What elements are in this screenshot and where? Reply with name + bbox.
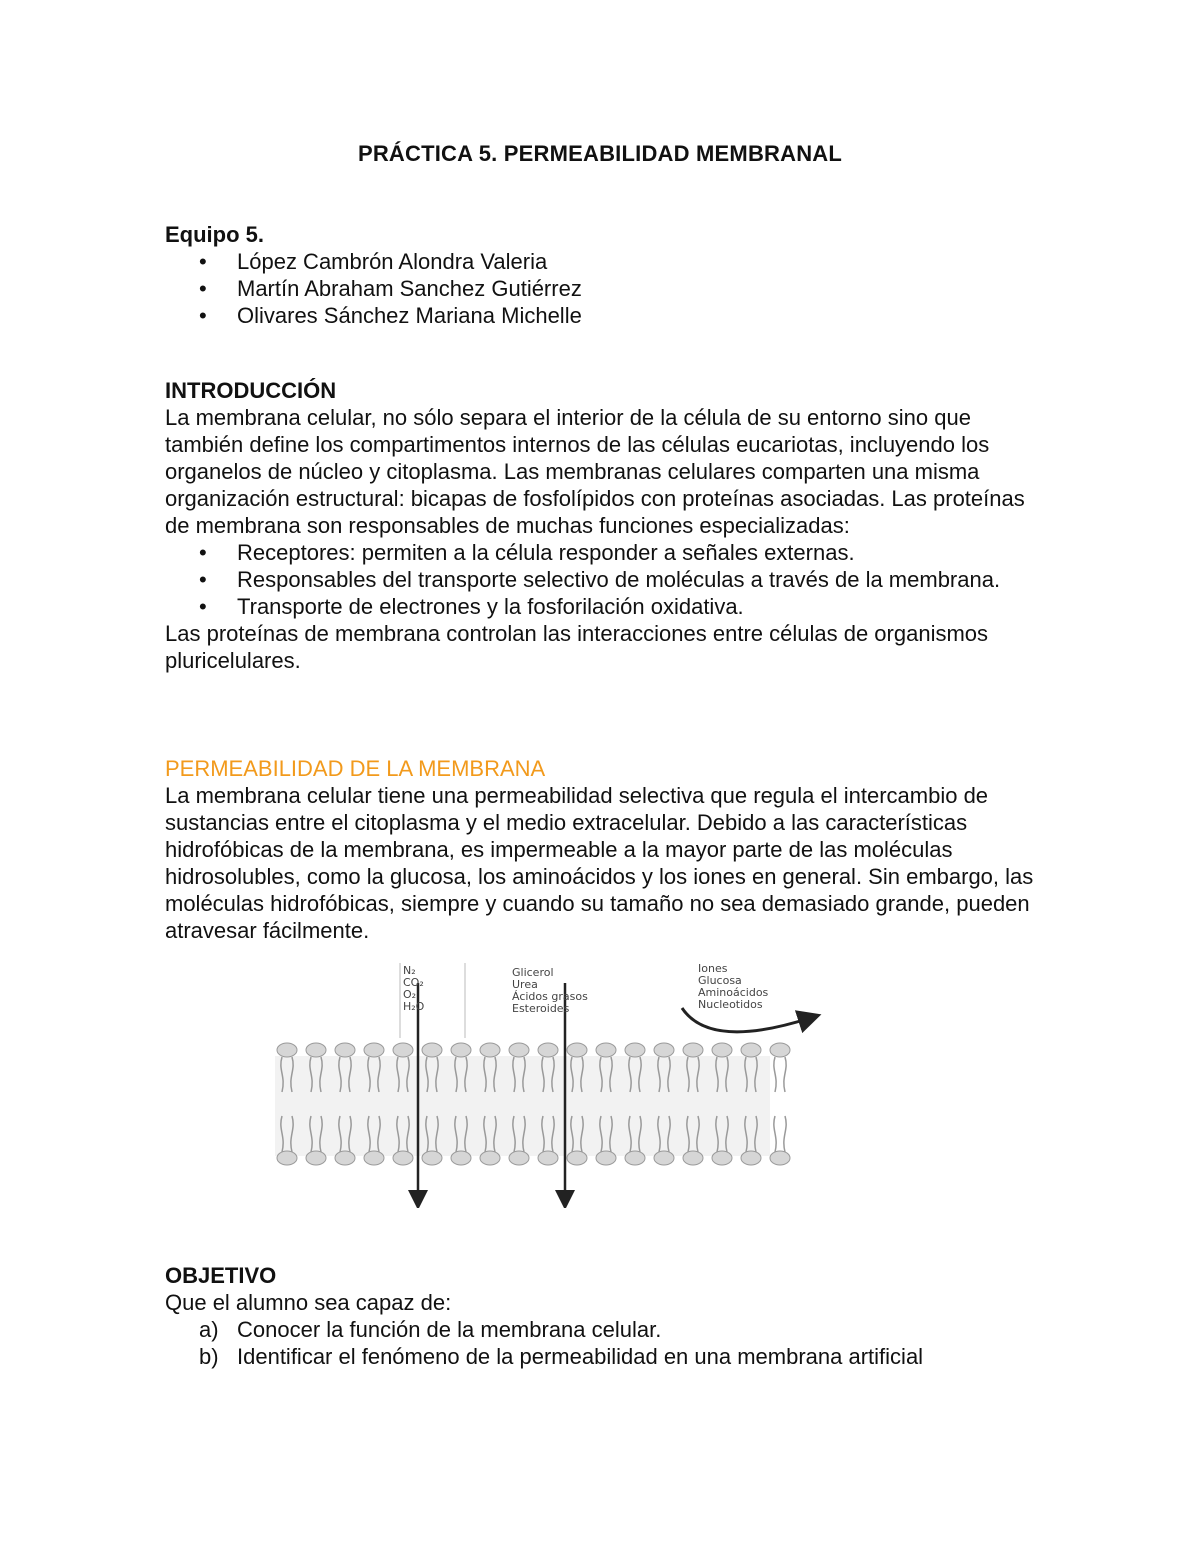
phospholipid-head [654,1151,674,1165]
list-item: b) Identificar el fenómeno de la permeabilidad en una membrana artificial [199,1344,924,1369]
phospholipid-head [422,1043,442,1057]
bullet-icon: • [199,594,207,619]
phospholipid-head [625,1043,645,1057]
phospholipid-head [741,1151,761,1165]
phospholipid-head [393,1151,413,1165]
permeability-heading: PERMEABILIDAD DE LA MEMBRANA [165,756,546,781]
introduction-section [165,377,1045,674]
molecule-label: Ácidos grasos [512,990,588,1003]
phospholipid-head [306,1151,326,1165]
phospholipid-head [625,1151,645,1165]
phospholipid-head [480,1043,500,1057]
list-item: • López Cambrón Alondra Valeria [199,249,548,274]
phospholipid-head [683,1151,703,1165]
molecule-label: Iones [698,962,728,975]
phospholipid-head [306,1043,326,1057]
membrane-diagram [270,958,830,1208]
list-item: • Olivares Sánchez Mariana Michelle [199,303,582,328]
list-item: a) Conocer la función de la membrana celular. [199,1317,662,1342]
phospholipid-head [451,1043,471,1057]
list-item: • Transporte de electrones y la fosforilación oxidativa. [199,594,744,619]
molecule-label: CO₂ [403,976,424,989]
introduction-paragraph: La membrana celular, no sólo separa el interior de la célula de su entorno sino que también define los compartimentos internos de las células eucariotas, incluyendo los organelos de núcleo y citoplasma. Las membranas celulares comparten una misma organización estructural: bicapas de fosfolípidos con proteínas asociadas. Las proteínas de membrana son responsables de muchas funciones especializadas: [165,405,1025,538]
phospholipid-head [364,1043,384,1057]
bullet-icon: • [199,276,207,301]
molecule-label: N₂ [403,964,416,977]
bullet-icon: • [199,249,207,274]
phospholipid-head [567,1151,587,1165]
bullet-icon: • [199,567,207,592]
phospholipid-head [364,1151,384,1165]
team-section [165,221,1045,329]
phospholipid-head [335,1043,355,1057]
molecule-label: O₂ [403,988,417,1001]
molecule-label: Urea [512,978,538,991]
phospholipid-head [712,1151,732,1165]
phospholipid-head [770,1043,790,1057]
phospholipid-head [654,1043,674,1057]
molecule-label: Aminoácidos [698,986,769,999]
blocked-arrow [682,1008,810,1032]
phospholipid-tail [774,1116,786,1152]
phospholipid-head [770,1151,790,1165]
phospholipid-head [596,1043,616,1057]
phospholipid-head [277,1151,297,1165]
objective-heading: OBJETIVO [165,1263,277,1288]
molecule-label: H₂O [403,1000,425,1013]
phospholipid-head [683,1043,703,1057]
phospholipid-head [451,1151,471,1165]
phospholipid-head [741,1043,761,1057]
molecule-label: Glicerol [512,966,554,979]
phospholipid-head [509,1151,529,1165]
phospholipid-tail [774,1057,786,1092]
objective-section [165,1262,1045,1370]
phospholipid-head [538,1151,558,1165]
introduction-paragraph-2: Las proteínas de membrana controlan las interacciones entre células de organismos pluricelulares. [165,621,989,673]
introduction-heading: INTRODUCCIÓN [165,378,337,403]
bullet-icon: • [199,540,207,565]
phospholipid-head [335,1151,355,1165]
list-item: • Responsables del transporte selectivo de moléculas a través de la membrana. [199,567,1001,592]
phospholipid-head [538,1043,558,1057]
objective-intro: Que el alumno sea capaz de: [165,1290,452,1315]
phospholipid-head [567,1043,587,1057]
list-item: • Receptores: permiten a la célula responder a señales externas. [199,540,855,565]
molecule-label: Esteroides [512,1002,570,1015]
phospholipid-head [509,1043,529,1057]
list-item: • Martín Abraham Sanchez Gutiérrez [199,276,582,301]
team-member-list [165,248,1045,329]
phospholipid-head [393,1043,413,1057]
phospholipid-head [596,1151,616,1165]
molecule-label: Glucosa [698,974,742,987]
phospholipid-head [422,1151,442,1165]
lipid-bilayer [275,1043,790,1165]
phospholipid-head [480,1151,500,1165]
function-list [165,539,1045,620]
phospholipid-head [712,1043,732,1057]
team-heading: Equipo 5. [165,222,264,247]
permeability-paragraph: La membrana celular tiene una permeabilidad selectiva que regula el intercambio de sustancias entre el citoplasma y el medio extracelular. Debido a las características hidrofóbicas de la membrana, es impermeable a la mayor parte de las moléculas hidrosolubles, como la glucosa, los aminoácidos y los iones en general. Sin embargo, las moléculas hidrofóbicas, siempre y cuando su tamaño no sea demasiado grande, pueden atravesar fácilmente. [165,783,1034,943]
bullet-icon: • [199,303,207,328]
molecule-label: Nucleotidos [698,998,763,1011]
document-title: PRÁCTICA 5. PERMEABILIDAD MEMBRANAL [357,141,843,166]
permeability-section [165,755,1045,944]
phospholipid-head [277,1043,297,1057]
objective-list [165,1316,1045,1370]
